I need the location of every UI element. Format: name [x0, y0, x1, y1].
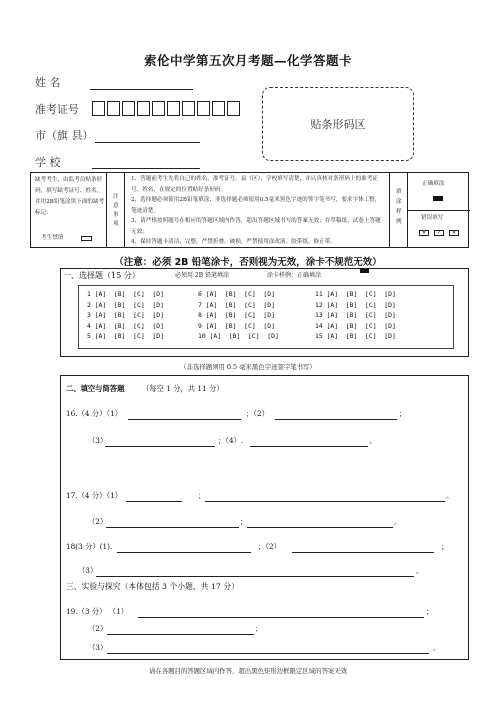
- q17-2-label: （2）: [88, 517, 108, 526]
- q17-blank-4[interactable]: [247, 527, 393, 528]
- q17-blank-2[interactable]: [205, 501, 445, 502]
- section1-hint2: 涂卡样例：正确填涂: [267, 272, 322, 279]
- q17-dot-2: 。: [394, 517, 402, 526]
- school-field[interactable]: [92, 157, 200, 169]
- missing-column: [31, 173, 107, 247]
- section3-title: 三、实验与探究（本体包括 3 个小题，共 17 分）: [66, 582, 239, 591]
- correct-label: 正确填涂: [422, 181, 445, 187]
- mc-col-2[interactable]: 6 [A] [B] [C] [D] 7 [A] [B] [C] [D] 8 [A] [B] [C] [D] 9 [A] [B] [C] [D] 10 [A] [B] [C] [D]: [198, 290, 279, 341]
- section1-title: 一、选择题（15 分）: [63, 271, 140, 280]
- exam-no-boxes[interactable]: [92, 101, 242, 116]
- q17-dot: 。: [446, 491, 454, 500]
- notes-label-column: [107, 173, 125, 247]
- note-item-4: 4、保持答题卡清洁、完整。严禁折叠，破损，严禁使用涂改液、胶带纸、修正带。: [131, 239, 336, 245]
- q18-3-label: （3）: [78, 566, 98, 575]
- q19-3-label: （3）: [88, 643, 108, 652]
- school-label: 学 校: [35, 156, 61, 169]
- q18-2-label: ；（2）: [258, 542, 281, 551]
- notes-box: [30, 172, 469, 248]
- q16-blank-4[interactable]: [250, 446, 368, 447]
- correct-mark: [433, 196, 443, 201]
- q16-4-label: ；（4）.: [218, 436, 244, 445]
- q16-blank-3[interactable]: [105, 446, 215, 447]
- correct-cell: [408, 173, 470, 211]
- notes-items-column: [125, 173, 390, 247]
- wrong-label: 错误填写: [421, 215, 444, 221]
- missing-mark-box[interactable]: [81, 236, 92, 241]
- note-item-3: 3、请严格按照题号在相应的答题区域内作答，超出答题区域书写的答案无效；在草稿纸、试卷上答题无效。: [131, 218, 381, 235]
- q17-blank-3[interactable]: [106, 527, 239, 528]
- barcode-area: [262, 87, 414, 161]
- q16-blank-2[interactable]: [275, 419, 397, 420]
- q18-label: 18(3 分）(1).: [66, 542, 113, 551]
- q19-semi-2: ；: [255, 624, 263, 633]
- fill-label-column: [390, 173, 408, 247]
- warning-text: （注意：必须 2B 铅笔涂卡，否则视为无效，涂卡不规范无效）: [114, 257, 382, 268]
- q19-blank-1[interactable]: [138, 617, 424, 618]
- q16-semi: ；: [399, 409, 407, 418]
- missing-text: 缺考考生，由监考员贴条形码，填写缺考证号、姓名，并用2B铅笔涂黑下面的缺考标记：: [35, 177, 105, 216]
- q17-label: 17.（4 分）（1）: [66, 491, 123, 500]
- q18-blank-3[interactable]: [96, 576, 414, 577]
- notes-label: 注 意 事 项: [113, 194, 119, 227]
- q17-blank-1[interactable]: [126, 501, 182, 502]
- q19-blank-3[interactable]: [107, 653, 429, 654]
- q18-semi: ；: [441, 542, 449, 551]
- q16-sep-2: ；（2）: [246, 409, 269, 418]
- wrong-mark-3: ✕: [449, 230, 459, 236]
- q16-end: 。: [369, 436, 377, 445]
- name-label: 姓 名: [35, 76, 61, 89]
- section1-footer: （非选择题须用 0.5 毫米黑色字迹签字笔书写）: [180, 363, 316, 371]
- q18-blank-1[interactable]: [117, 552, 251, 553]
- exam-no-label: 准考证号: [35, 103, 79, 116]
- wrong-mark-2: ✓: [434, 230, 444, 236]
- q19-dot: 。: [433, 643, 441, 652]
- q16-blank-1[interactable]: [128, 419, 241, 420]
- sample-mark: [360, 268, 369, 273]
- q16-3-label: （3）: [88, 436, 108, 445]
- q19-label: 19.（3 分） （1）: [66, 607, 129, 616]
- mc-col-3[interactable]: 11 [A] [B] [C] [D] 12 [A] [B] [C] [D] 13 [A] [B] [C] [D] 14 [A] [B] [C] [D] 15 [A] [B] [C] [D]: [315, 290, 396, 341]
- fill-label: 填 涂 样 例: [396, 189, 402, 225]
- mc-col-1[interactable]: 1 [A] [B] [C] [D] 2 [A] [B] [C] [D] 3 [A] [B] [C] [D] 4 [A] [B] [C] [D] 5 [A] [B] [C] [D]: [87, 290, 164, 341]
- section2-title: 二、填空与简答题: [66, 384, 125, 393]
- wrong-mark-1: ✕: [419, 230, 429, 236]
- q19-2-label: （2）: [88, 624, 108, 633]
- name-field[interactable]: [90, 78, 193, 90]
- barcode-label: 贴条形码区: [310, 118, 366, 131]
- q18-dot: 。: [416, 566, 424, 575]
- section2-score: （每空 1 分，共 11 分）: [142, 384, 224, 393]
- q19-semi: ；: [426, 607, 434, 616]
- banned-label: 考生禁填: [41, 235, 64, 241]
- city-field[interactable]: [95, 131, 200, 143]
- page-title: 索伦中学第五次月考题—化学答题卡: [143, 53, 352, 68]
- city-label: 市（旗 县）: [35, 129, 94, 142]
- q17-semi: ；: [198, 491, 206, 500]
- note-item-1: 1、答题前考生先将自己的姓名、准考证号、县（区）、学校填写清楚，并认真核对条形码上的准考证号、姓名，在规定的位置贴好条形码。: [131, 176, 378, 193]
- q19-blank-2[interactable]: [107, 634, 254, 635]
- section1-hint1: 必须用 2B 铅笔填涂: [175, 272, 230, 279]
- page-footer: 请在各题目的答题区域内作答，超出黑色矩形边框限定区域的答案无效: [148, 667, 348, 675]
- q18-blank-2[interactable]: [292, 552, 434, 553]
- q17-semi-2: ；: [240, 517, 248, 526]
- note-item-2: 2、选择题必须使用2B铅笔填涂；非选择题必须使用0.5毫米黑色字迹的签字笔书写，要求字体工整，笔迹清楚。: [131, 197, 381, 214]
- q16-label: 16.（4 分）（1）: [66, 409, 123, 418]
